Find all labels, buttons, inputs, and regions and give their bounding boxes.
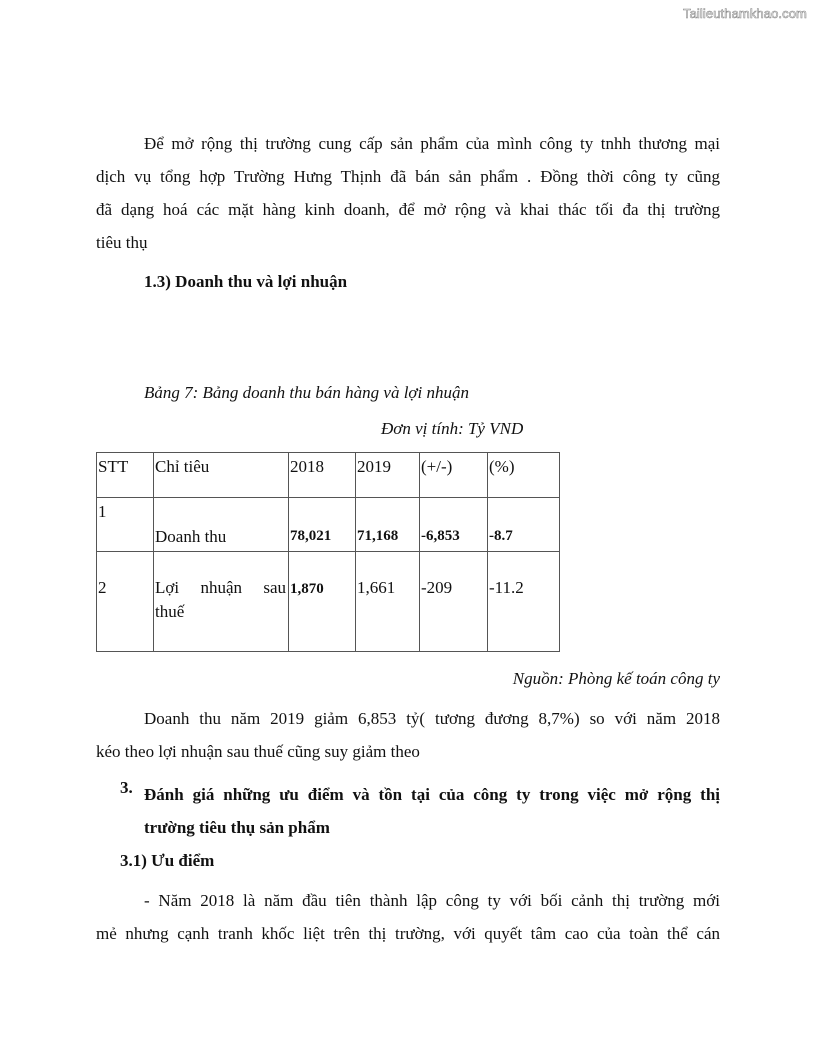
table-caption: Bảng 7: Bảng doanh thu bán hàng và lợi nhuận bbox=[144, 383, 469, 402]
advantages-line-1: - Năm 2018 là năm đầu tiên thành lập công ty với bối cảnh thị trường mới bbox=[144, 891, 720, 910]
intro-line-4: tiêu thụ bbox=[96, 233, 148, 252]
source-note: Nguồn: Phòng kế toán công ty bbox=[512, 669, 720, 688]
cell-indicator bbox=[154, 552, 289, 652]
cell-2019: 1,661 bbox=[356, 552, 420, 652]
intro-line-3: đã dạng hoá các mặt hàng kinh doanh, để mở rộng và khai thác tối đa thị trường bbox=[96, 200, 720, 219]
cell-diff: -6,853 bbox=[420, 498, 488, 552]
cell-pct: -11.2 bbox=[488, 552, 560, 652]
cell-2018: 78,021 bbox=[289, 498, 356, 552]
cell-indicator-line-2: thuế bbox=[155, 602, 185, 621]
cell-stt: 1 bbox=[97, 498, 154, 552]
revenue-line-2: kéo theo lợi nhuận sau thuế cũng suy giảm theo bbox=[96, 742, 420, 761]
advantages-paragraph bbox=[96, 884, 720, 950]
intro-paragraph bbox=[96, 127, 720, 259]
revenue-profit-table bbox=[96, 452, 560, 652]
header-2018: 2018 bbox=[289, 453, 356, 498]
section-heading-3-line-2: trường tiêu thụ sản phẩm bbox=[144, 818, 330, 837]
table-header-row bbox=[97, 453, 560, 498]
cell-diff: -209 bbox=[420, 552, 488, 652]
header-diff: (+/-) bbox=[420, 453, 488, 498]
section-heading-1-3: 1.3) Doanh thu và lợi nhuận bbox=[144, 272, 348, 291]
cell-indicator-line-1: Lợi nhuận sau bbox=[155, 578, 286, 597]
watermark-text: Tailieuthamkhao.com bbox=[682, 6, 807, 21]
table-row bbox=[97, 552, 560, 652]
cell-2019: 71,168 bbox=[356, 498, 420, 552]
revenue-paragraph bbox=[96, 702, 720, 768]
cell-pct: -8.7 bbox=[488, 498, 560, 552]
table-unit: Đơn vị tính: Tỷ VND bbox=[381, 419, 524, 438]
cell-2018: 1,870 bbox=[289, 552, 356, 652]
advantages-line-2: mẻ nhưng cạnh tranh khốc liệt trên thị trường, với quyết tâm cao của toàn thể cán bbox=[96, 924, 720, 943]
intro-line-1: Để mở rộng thị trường cung cấp sản phẩm của mình công ty tnhh thương mại bbox=[144, 134, 720, 153]
section-heading-3 bbox=[144, 778, 720, 844]
header-pct: (%) bbox=[488, 453, 560, 498]
header-2019: 2019 bbox=[356, 453, 420, 498]
section-heading-3-1: 3.1) Ưu điểm bbox=[120, 851, 215, 870]
cell-stt: 2 bbox=[97, 552, 154, 652]
cell-indicator: Doanh thu bbox=[154, 498, 289, 552]
header-indicator: Chỉ tiêu bbox=[154, 453, 289, 498]
header-stt: STT bbox=[97, 453, 154, 498]
table-row bbox=[97, 498, 560, 552]
section-number-3: 3. bbox=[120, 778, 133, 797]
section-heading-3-line-1: Đánh giá những ưu điểm và tồn tại của công ty trong việc mở rộng thị bbox=[144, 785, 720, 804]
intro-line-2: dịch vụ tổng hợp Trường Hưng Thịnh đã bán sản phẩm . Đồng thời công ty cũng bbox=[96, 167, 720, 186]
revenue-line-1: Doanh thu năm 2019 giảm 6,853 tỷ( tương đương 8,7%) so với năm 2018 bbox=[144, 709, 720, 728]
